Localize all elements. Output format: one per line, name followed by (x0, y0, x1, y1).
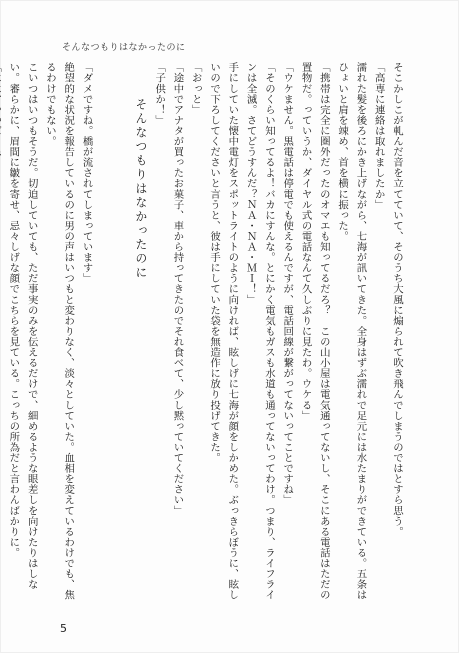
paragraph: 「おっと」 (189, 62, 202, 115)
paragraph: 「高専に連絡は取れましたか」 (372, 62, 385, 210)
chapter-title: そんなつもりはなかったのに (133, 98, 148, 280)
paragraph: 「ダメですね。橋が流されてしまっています」 (80, 62, 93, 284)
paragraph: 手にしていた懐中電灯をスポットライトのように向ければ、眩しげに七海が顔をしかめた。ぶっきらぼうに、眩しいので下ろしてくださいと言うと、彼は手にしていた袋を無造作に放り投げてきた。 (208, 62, 239, 601)
running-header: そんなつもりはなかったのに (62, 43, 186, 53)
paragraph: 「携帯は完全に圏外だったのオマエも知ってるだろ？ この山小屋は電気通ってないし、そこにある電話はただの置物だ。っていうか、ダイヤル式の電話なんて久しぶりに見たわ。ウケる」 (299, 62, 330, 601)
paragraph: そこかしこが軋んだ音を立てていて、そのうち大風に煽られて吹き飛んでしまうのではとすら思う。 (391, 62, 403, 537)
paragraph: 「途中でアナタが買ったお菓子、車から持ってきたのでそれ食べて、少し黙っていてください」 (171, 62, 184, 516)
paragraph: 「子供か！」 (153, 62, 166, 126)
paragraph: 「ウケません。黒電話は停電でも使えるんですが、電話回線が繋がってないってことですね」 (281, 62, 294, 506)
paragraph: 「そのくらい知ってるよ！バカにすんな。とにかく電気もガスも水道も通ってないってわけ。つまり、ライフラインは全滅。さてどうすんだ？ＮＡ・ＮＡ・ＭＩ！」 (244, 62, 275, 601)
paragraph: 濡れた髪を後ろにかき上げながら、七海が訊いてきた。全身はずぶ濡れで足元には水たまりができている。五条はひょいと肩を竦め、首を横に振った。 (336, 62, 367, 601)
paragraph: 絶望的な状況を報告しているのに男の声はいつもと変わりなく、淡々としていた。血相を変えているわけでも、焦るわけでもない。 (43, 62, 75, 601)
paragraph: こいつはいつもそうだ。切迫していても、ただ事実のみを伝えるだけで、細めるような眼差しを向けたりはしない。審らかに、眉間に皺を寄せ、忌々しげな顔でこちらを見ている。こっちの所為だと言わんばかりに。 (7, 62, 38, 590)
vertical-body-text (7, 62, 406, 610)
page-number: 5 (60, 622, 67, 635)
